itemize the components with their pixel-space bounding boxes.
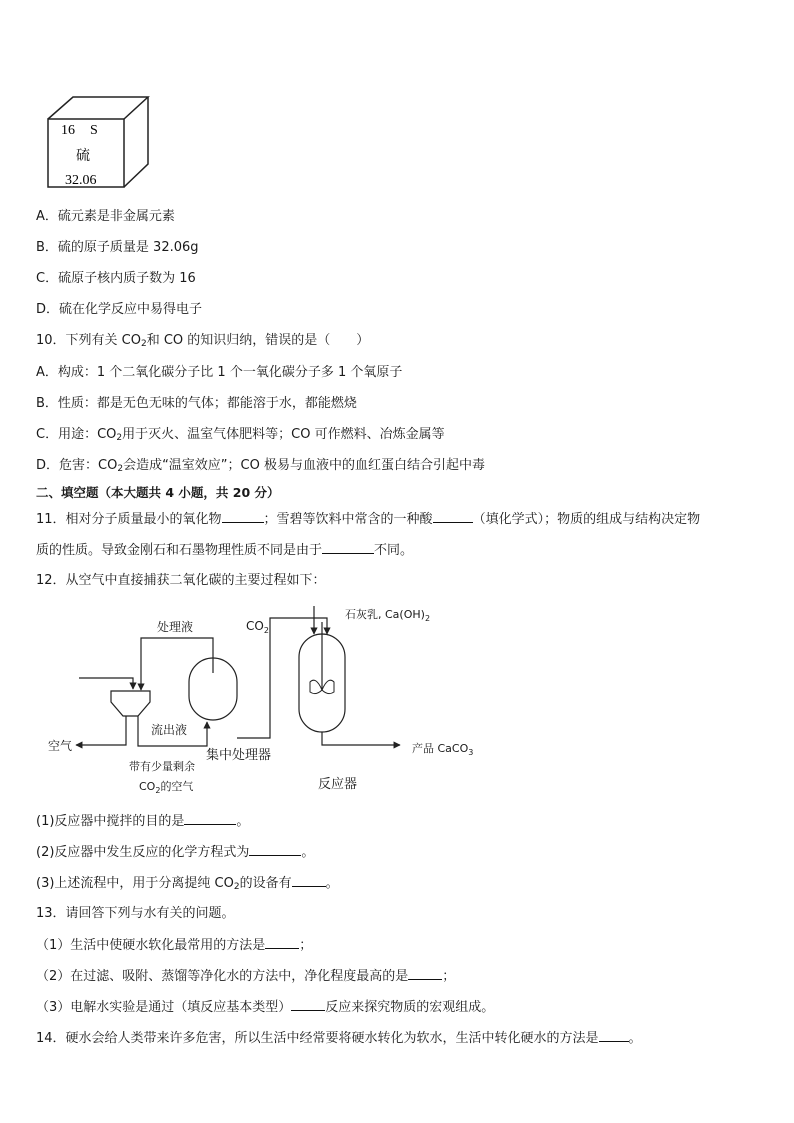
answer-blank[interactable] (292, 874, 326, 887)
q11-line1: 11．相对分子质量最小的氧化物 ；雪碧等饮料中常含的一种酸 （填化学式）；物质的组成与结构决定物 (36, 512, 701, 527)
answer-blank[interactable] (322, 541, 374, 554)
q11-line2: 质的性质。导致金刚石和石墨物理性质不同是由于 不同。 (36, 543, 414, 558)
q10-option-d: D．危害：$CO_2$会造成“温室效应”；CO 极易与血液中的血红蛋白结合引起中毒 (36, 458, 485, 474)
answer-blank[interactable] (291, 998, 325, 1011)
q10-option-c: C．用途：$CO_2$用于灭火、温室气体肥料等；CO 可作燃料、冶炼金属等 (36, 427, 445, 443)
q10-option-b: B．性质：都是无色无味的气体；都能溶于水，都能燃烧 (36, 396, 357, 411)
answer-blank[interactable] (184, 812, 236, 825)
label-collector: 集中处理器 (206, 748, 272, 763)
q9-option-a: A．硫元素是非金属元素 (36, 209, 175, 224)
q12-sub3: (3)上述流程中，用于分离提纯 $CO_2$的设备有 。 (36, 876, 339, 892)
q12-stem: 12．从空气中直接捕获二氧化碳的主要过程如下： (36, 573, 326, 588)
q10-option-a: A．构成：1 个二氧化碳分子比 1 个一氧化碳分子多 1 个氧原子 (36, 365, 403, 380)
q10-stem: 10．下列有关 $CO_2$和 CO 的知识归纳，错误的是（ ） (36, 333, 370, 349)
co2-capture-process-diagram (0, 598, 794, 798)
q14-text: 14．硬水会给人类带来许多危害，所以生活中经常要将硬水转化为软水，生活中转化硬水的方法是 。 (36, 1031, 642, 1046)
q13-sub2: （2）在过滤、吸附、蒸馏等净化水的方法中，净化程度最高的是 ； (36, 969, 456, 984)
q9-option-d: D．硫在化学反应中易得电子 (36, 302, 203, 317)
q13-stem: 13．请回答下列与水有关的问题。 (36, 906, 235, 921)
q13-sub3: （3）电解水实验是通过（填反应基本类型） 反应来探究物质的宏观组成。 (36, 1000, 495, 1015)
label-product: 产品 CaCO$_3$ (412, 742, 474, 757)
answer-blank[interactable] (599, 1029, 629, 1042)
answer-blank[interactable] (222, 510, 264, 523)
element-name: 硫 (76, 148, 90, 164)
label-reactor: 反应器 (318, 777, 358, 792)
q12-sub2: (2)反应器中发生反应的化学方程式为 。 (36, 845, 315, 860)
label-residual-air-line2: $CO_2$的空气 (139, 780, 194, 795)
section-heading: 二、填空题（本大题共 4 小题，共 20 分） (36, 485, 280, 500)
answer-blank[interactable] (433, 510, 473, 523)
label-co2: $CO_2$ (246, 619, 269, 635)
element-atomic-mass: 32.06 (65, 173, 97, 188)
label-treatment-liquid: 处理液 (157, 620, 194, 634)
element-symbol: S (90, 123, 98, 138)
label-lime-milk: 石灰乳, $Ca(OH)_2$ (345, 608, 431, 623)
answer-blank[interactable] (249, 843, 301, 856)
label-residual-air-line1: 带有少量剩余 (129, 760, 195, 773)
element-atomic-number: 16 (61, 123, 75, 138)
label-outflow: 流出液 (151, 723, 188, 737)
label-air: 空气 (48, 739, 73, 753)
element-tile-figure (40, 94, 150, 194)
answer-blank[interactable] (408, 967, 442, 980)
q9-option-c: C．硫原子核内质子数为 16 (36, 271, 196, 286)
q9-option-b: B．硫的原子质量是 32.06g (36, 240, 199, 255)
q12-sub1: (1)反应器中搅拌的目的是 。 (36, 814, 250, 829)
answer-blank[interactable] (265, 936, 299, 949)
q13-sub1: （1）生活中使硬水软化最常用的方法是 ； (36, 938, 313, 953)
